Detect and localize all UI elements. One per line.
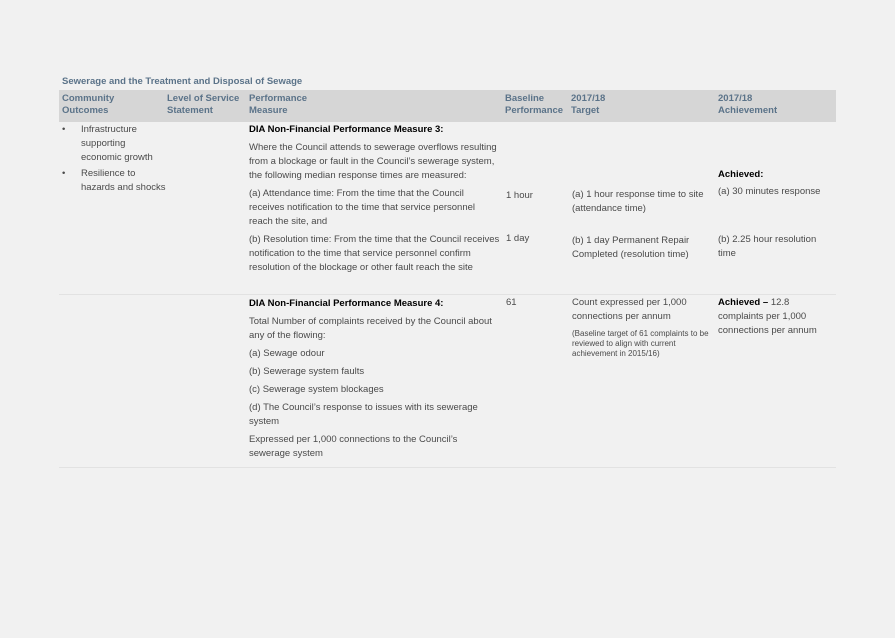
measure4-achievement-text: complaints per 1,000 connections per annum	[718, 311, 817, 336]
measure4-achieved-label: Achieved –	[718, 297, 769, 308]
measure4-achievement	[718, 296, 836, 338]
header-text: Level of Service	[167, 93, 240, 104]
header-text: Achievement	[718, 105, 778, 116]
measure3-a-text: (a) Attendance time: From the time that the Council receives notification to the time that service personnel reach the site, and	[249, 188, 476, 227]
list-item: (b) Sewerage system faults	[249, 366, 365, 377]
measure3-a-baseline: 1 hour	[506, 190, 533, 201]
table-bottom-border	[59, 467, 836, 468]
header-text: Performance	[249, 93, 308, 104]
bullet-icon: •	[62, 124, 66, 135]
header-text: Community	[62, 93, 115, 104]
section-title: Sewerage and the Treatment and Disposal of Sewage	[62, 76, 303, 87]
header-target	[571, 93, 605, 117]
list-item: (c) Sewerage system blockages	[249, 384, 384, 395]
header-text: Measure	[249, 105, 288, 116]
header-text: Baseline	[505, 93, 545, 104]
list-item	[62, 167, 167, 195]
header-text: Outcomes	[62, 105, 109, 116]
measure4-title: DIA Non-Financial Performance Measure 4:	[249, 298, 444, 309]
row-divider	[59, 294, 836, 295]
measure3-b-achievement: (b) 2.25 hour resolution time	[718, 234, 817, 259]
header-text: 2017/18	[718, 93, 753, 104]
header-performance-measure	[249, 93, 307, 117]
outcome-text: Infrastructure supporting economic growth	[81, 124, 153, 163]
header-text: Target	[571, 105, 600, 116]
header-text: Statement	[167, 105, 213, 116]
measure4-target: Count expressed per 1,000 connections per annum	[572, 297, 687, 322]
list-item: (a) Sewage odour	[249, 348, 325, 359]
list-item: Expressed per 1,000 connections to the Council’s sewerage system	[249, 434, 458, 459]
measure4-baseline: 61	[506, 297, 517, 308]
measure4-achievement-value: 12.8	[770, 297, 790, 308]
measure3-achieved-label: Achieved:	[718, 169, 764, 180]
header-community-outcomes	[62, 93, 114, 117]
measure3-a-achievement: (a) 30 minutes response	[718, 186, 821, 197]
list-item: (d) The Council’s response to issues with its sewerage system	[249, 402, 478, 427]
measure3-b-text: (b) Resolution time: From the time that the Council receives notification to the time that service personnel confirm resolution of the blockage or other fault reach the site	[249, 234, 500, 273]
list-item	[62, 123, 167, 165]
table-header	[59, 90, 836, 122]
measure4-target-note: (Baseline target of 61 complaints to be reviewed to align with current achievement in 2015/16)	[572, 329, 709, 358]
measure3-b-baseline: 1 day	[506, 233, 530, 244]
measure3-intro: Where the Council attends to sewerage overflows resulting from a blockage or fault in the Council’s sewerage system, the following median response times are measured:	[249, 142, 497, 181]
header-text: Performance	[505, 105, 564, 116]
measure4-intro: Total Number of complaints received by the Council about any of the flowing:	[249, 316, 492, 341]
header-level-of-service	[167, 93, 239, 117]
measure3-title: DIA Non-Financial Performance Measure 3:	[249, 124, 444, 135]
measure3-a-target: (a) 1 hour response time to site (attendance time)	[572, 189, 704, 214]
outcome-text: Resilience to hazards and shocks	[81, 168, 166, 193]
community-outcomes-list	[62, 123, 167, 197]
measure3-b-target: (b) 1 day Permanent Repair Completed (resolution time)	[572, 235, 690, 260]
header-achievement	[718, 93, 777, 117]
header-text: 2017/18	[571, 93, 606, 104]
header-baseline	[505, 93, 563, 117]
bullet-icon: •	[62, 168, 66, 179]
